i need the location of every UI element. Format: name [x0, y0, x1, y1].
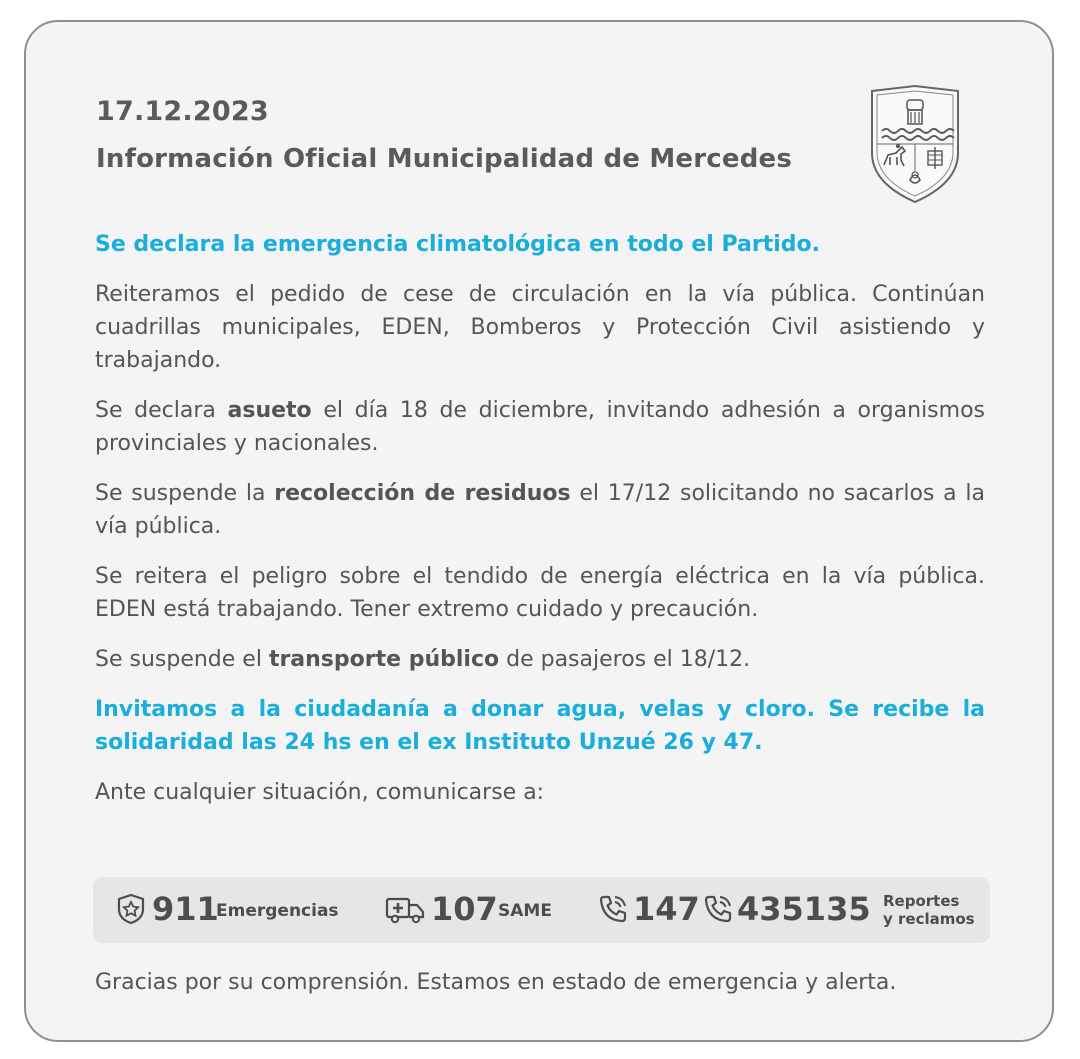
- ambulance-icon: [385, 893, 425, 925]
- contact-bar: [93, 877, 990, 943]
- same-label: SAME: [498, 901, 552, 921]
- emergency-label: Emergencias: [216, 901, 339, 921]
- closing-message: Gracias por su comprensión. Estamos en estado de emergencia y alerta.: [95, 970, 897, 995]
- same-number: 107: [431, 890, 498, 928]
- waste-collection-paragraph: Se suspende la recolección de residuos el 17/12 solicitando no sacarlos a la vía pública.: [95, 481, 985, 539]
- holiday-paragraph: Se declara asueto el día 18 de diciembre, invitando adhesión a organismos provinciales y nacionales.: [95, 398, 985, 456]
- waste-emphasis: recolección de residuos: [274, 481, 571, 506]
- municipal-crest-icon: [868, 83, 962, 205]
- emergency-number: 911: [152, 890, 219, 928]
- contact-intro: Ante cualquier situación, comunicarse a:: [95, 780, 545, 805]
- phone-icon: [702, 893, 734, 925]
- transport-paragraph: Se suspende el transporte público de pasajeros el 18/12.: [95, 647, 751, 672]
- police-badge-icon: [115, 893, 147, 925]
- circulation-paragraph: Reiteramos el pedido de cese de circulación en la vía pública. Continúan cuadrillas municipales, EDEN, Bomberos y Protección Civil asistiendo y trabajando.: [95, 282, 985, 373]
- notice-organization: Información Oficial Municipalidad de Mercedes: [96, 144, 793, 174]
- phone-icon: [597, 893, 629, 925]
- reports-number-long: 435135: [737, 890, 871, 928]
- transport-emphasis: transporte público: [268, 647, 500, 672]
- emergency-headline: Se declara la emergencia climatológica en todo el Partido.: [95, 232, 820, 257]
- notice-date: 17.12.2023: [96, 96, 269, 127]
- holiday-emphasis: asueto: [227, 398, 312, 423]
- donation-paragraph: Invitamos a la ciudadanía a donar agua, velas y cloro. Se recibe la solidaridad las 24 hs en el ex Instituto Unzué 26 y 47.: [95, 697, 985, 755]
- reports-number-short: 147: [633, 890, 700, 928]
- electric-danger-paragraph: Se reitera el peligro sobre el tendido de energía eléctrica en la vía pública. EDEN está trabajando. Tener extremo cuidado y precaución.: [95, 564, 985, 622]
- notice-body: [95, 228, 985, 826]
- reports-label: Reportes y reclamos: [883, 892, 975, 928]
